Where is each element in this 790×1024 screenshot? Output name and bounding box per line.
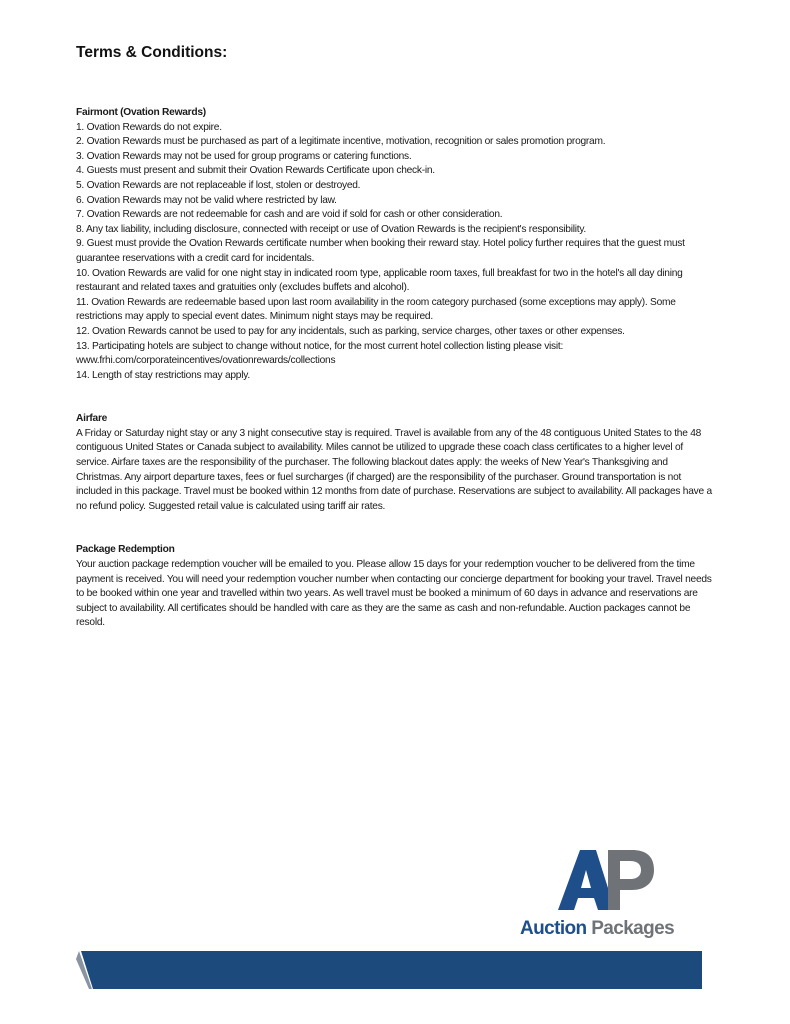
list-item: 9. Guest must provide the Ovation Rewards certificate number when booking their reward stay. Hotel policy further requires that the guest must guarantee reservations with a credit card for incidentals. bbox=[76, 238, 685, 264]
list-item: 13. Participating hotels are subject to change without notice, for the most current hotel collection listing please visit: www.frhi.com/corporateincentives/ovationrewards/collections bbox=[76, 340, 564, 367]
list-item: 8. Any tax liability, including disclosure, connected with receipt or use of Ovation Rewards is the recipient's responsibility. bbox=[76, 223, 587, 235]
list-item: 12. Ovation Rewards cannot be used to pay for any incidentals, such as parking, service charges, other taxes or other expenses. bbox=[76, 325, 625, 337]
redemption-section bbox=[76, 543, 716, 631]
list-item: 11. Ovation Rewards are redeemable based upon last room availability in the room category purchased (some exceptions may apply). Some restrictions may apply to special event dates. Minimum night stays may be required. bbox=[76, 296, 676, 323]
logo-word-auction: Auction bbox=[520, 918, 587, 939]
list-item: 5. Ovation Rewards are not replaceable if lost, stolen or destroyed. bbox=[76, 179, 361, 191]
fairmont-section bbox=[76, 106, 716, 383]
redemption-heading: Package Redemption bbox=[76, 544, 175, 556]
fairmont-heading: Fairmont (Ovation Rewards) bbox=[76, 107, 206, 118]
ap-logo-mark-icon bbox=[556, 848, 656, 912]
list-item: 2. Ovation Rewards must be purchased as part of a legitimate incentive, motivation, recognition or sales promotion program. bbox=[76, 136, 606, 148]
logo-word-packages: Packages bbox=[591, 918, 675, 939]
list-item: 3. Ovation Rewards may not be used for group programs or catering functions. bbox=[76, 150, 412, 162]
list-item: 10. Ovation Rewards are valid for one night stay in indicated room type, applicable room taxes, full breakfast for two in the hotel's all day dining restaurant and related taxes and gratuities only (excludes buffets and alcohol). bbox=[76, 267, 683, 294]
list-item: 1. Ovation Rewards do not expire. bbox=[76, 121, 222, 133]
page-title: Terms & Conditions: bbox=[76, 44, 228, 61]
terms-body bbox=[76, 106, 716, 631]
list-item: 7. Ovation Rewards are not redeemable for cash and are void if sold for cash or other consideration. bbox=[76, 209, 503, 221]
auction-packages-logo bbox=[516, 848, 696, 944]
footer-band bbox=[76, 951, 702, 989]
list-item: 6. Ovation Rewards may not be valid where restricted by law. bbox=[76, 194, 337, 206]
fairmont-terms-list bbox=[76, 121, 716, 384]
logo-wordmark bbox=[520, 918, 674, 940]
list-item: 4. Guests must present and submit their Ovation Rewards Certificate upon check-in. bbox=[76, 165, 435, 177]
airfare-section bbox=[76, 412, 716, 514]
redemption-paragraph: Your auction package redemption voucher will be emailed to you. Please allow 15 days for your redemption voucher to be delivered from the time payment is received. You will need your redemption voucher number when contacting our concierge department for booking your travel. Travel needs to be booked within one year and travelled within two years. As well travel must be booked a minimum of 60 days in advance and reservations are subject to availability. All certificates should be handled with care as they are the same as cash and non-refundable. Auction packages cannot be resold. bbox=[76, 559, 712, 629]
list-item: 14. Length of stay restrictions may apply. bbox=[76, 369, 250, 381]
airfare-heading: Airfare bbox=[76, 413, 108, 425]
airfare-paragraph: A Friday or Saturday night stay or any 3 night consecutive stay is required. Travel is available from any of the 48 contiguous United States to the 48 contiguous United States or Canada subject to availability. Miles cannot be utilized to upgrade these coach class certificates to a higher level of service. Airfare taxes are the responsibility of the purchaser. The following blackout dates apply: the weeks of New Year's Thanksgiving and Christmas. Any airport departure taxes, fees or fuel surcharges (if charged) are the responsibility of the purchaser. Ground transportation is not included in this package. Travel must be booked within 12 months from date of purchase. Reservations are subject to availability. All packages have a no refund policy. Suggested retail value is calculated using tariff air rates. bbox=[76, 427, 712, 512]
